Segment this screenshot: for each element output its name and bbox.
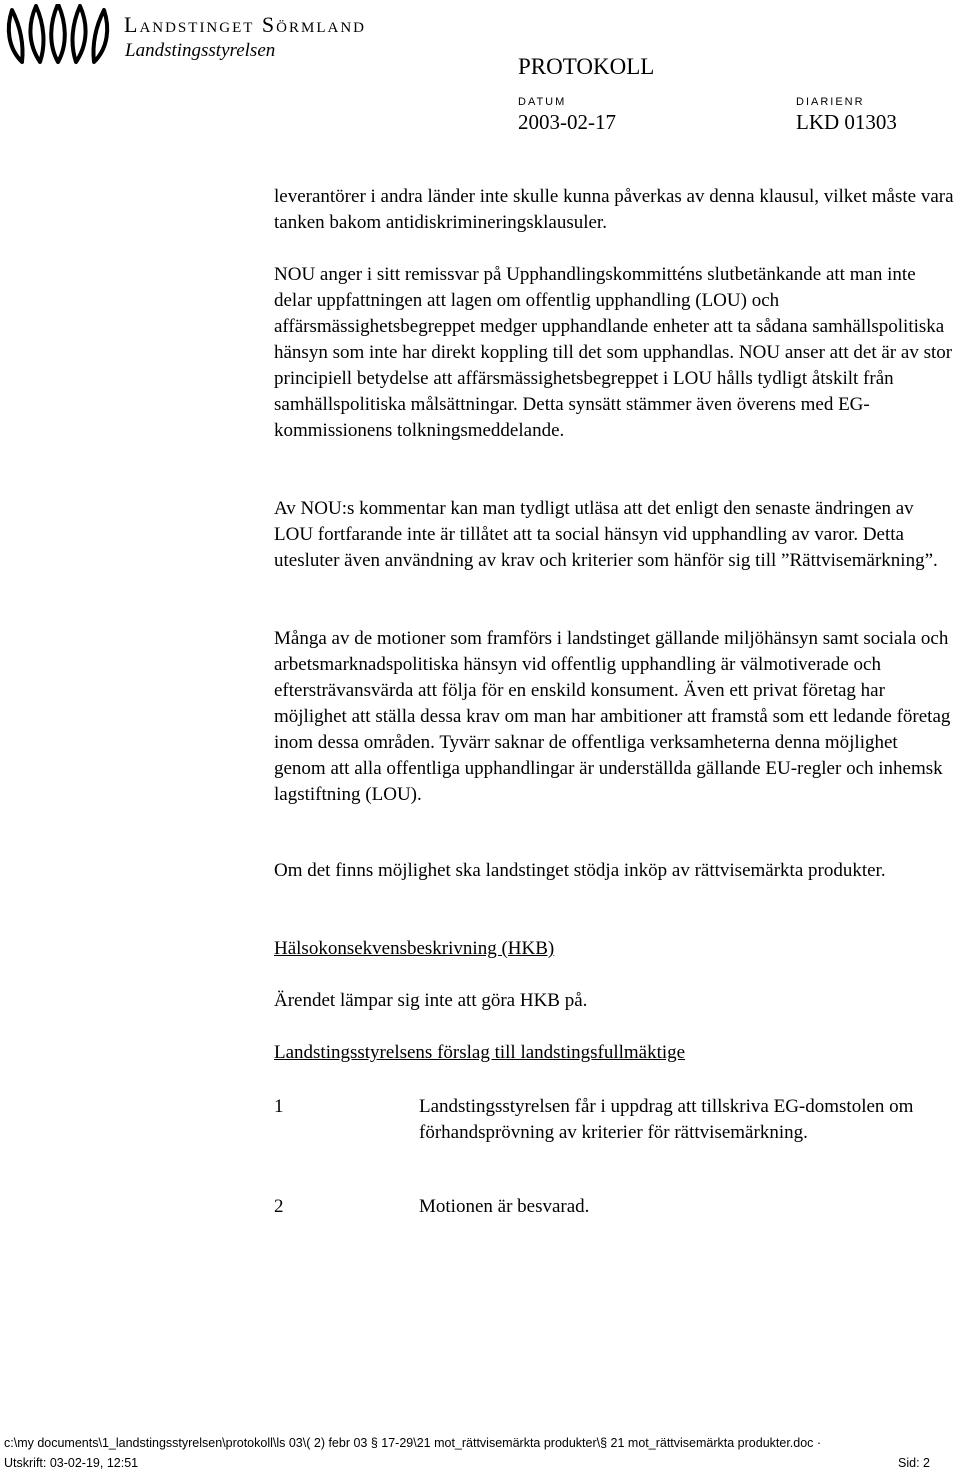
section-heading-proposal: Landstingsstyrelsens förslag till landstingsfullmäktige — [274, 1042, 686, 1063]
body-paragraph: NOU anger i sitt remissvar på Upphandlingskommitténs slutbetänkande att man inte delar uppfattningen att lagen om offentlig upphandling (LOU) och affärsmässighetsbegreppet medger upphandlande enheter att ta sådana samhällspolitiska hänsyn som inte har direkt koppling till det som upphandlas. NOU anser att det är av stor principiell betydelse att affärsmässighetsbegreppet i LOU hålls tydligt åtskilt från samhällspolitiska målsättningar. Detta synsätt stämmer även överens med EG-kommissionens tolkningsmeddelande. — [274, 264, 953, 441]
organization-subunit: Landstingsstyrelsen — [125, 40, 276, 61]
date-label: DATUM — [518, 96, 567, 108]
footer-file-path: c:\my documents\1_landstingsstyrelsen\protokoll\ls 03\( 2) febr 03 § 17-29\21 mot_rättvisemärkta produkter\§ 21 mot_rättvisemärkta produkter.doc · — [4, 1436, 822, 1450]
registration-number-value: LKD 01303 — [796, 110, 897, 134]
section-heading-hkb: Hälsokonsekvensbeskrivning (HKB) — [274, 938, 555, 959]
decision-text: Landstingsstyrelsen får i uppdrag att tillskriva EG-domstolen om förhandsprövning av kriterier för rättvisemärkning. — [419, 1096, 914, 1143]
body-paragraph: Många av de motioner som framförs i landstinget gällande miljöhänsyn samt sociala och arbetsmarknadspolitiska hänsyn vid offentlig upphandling är välmotiverade och eftersträvansvärda att följa för en enskild konsument. Även ett privat företag har möjlighet att ställa dessa krav om man har ambitioner att framstå som ett ledande företag inom dessa områden. Tyvärr saknar de offentliga verksamheterna denna möjlighet genom att alla offentliga upphandlingar är underställda gällande EU-regler och inhemsk lagstiftning (LOU). — [274, 628, 951, 805]
landstinget-logo — [4, 4, 112, 66]
organization-name: Landstinget Sörmland — [124, 12, 366, 37]
date-value: 2003-02-17 — [518, 110, 616, 134]
body-paragraph: Om det finns möjlighet ska landstinget stödja inköp av rättvisemärkta produkter. — [274, 860, 886, 881]
footer-print-date: Utskrift: 03-02-19, 12:51 — [4, 1456, 139, 1470]
body-paragraph: Ärendet lämpar sig inte att göra HKB på. — [274, 990, 588, 1011]
body-paragraph: Av NOU:s kommentar kan man tydligt utläsa att det enligt den senaste ändringen av LOU fortfarande inte är tillåtet att ta social hänsyn vid upphandling av varor. Detta utesluter även användning av krav och kriterier som hänför sig till ”Rättvisemärkning”. — [274, 498, 938, 571]
decision-number: 1 — [274, 1096, 284, 1117]
decision-number: 2 — [274, 1196, 284, 1217]
footer-page-number: Sid: 2 — [898, 1456, 930, 1470]
body-paragraph: leverantörer i andra länder inte skulle kunna påverkas av denna klausul, vilket måste vara tanken bakom antidiskrimineringsklausuler. — [274, 186, 954, 233]
registration-number-label: DIARIENR — [796, 96, 865, 108]
document-type: PROTOKOLL — [518, 54, 655, 79]
decision-text: Motionen är besvarad. — [419, 1196, 590, 1217]
